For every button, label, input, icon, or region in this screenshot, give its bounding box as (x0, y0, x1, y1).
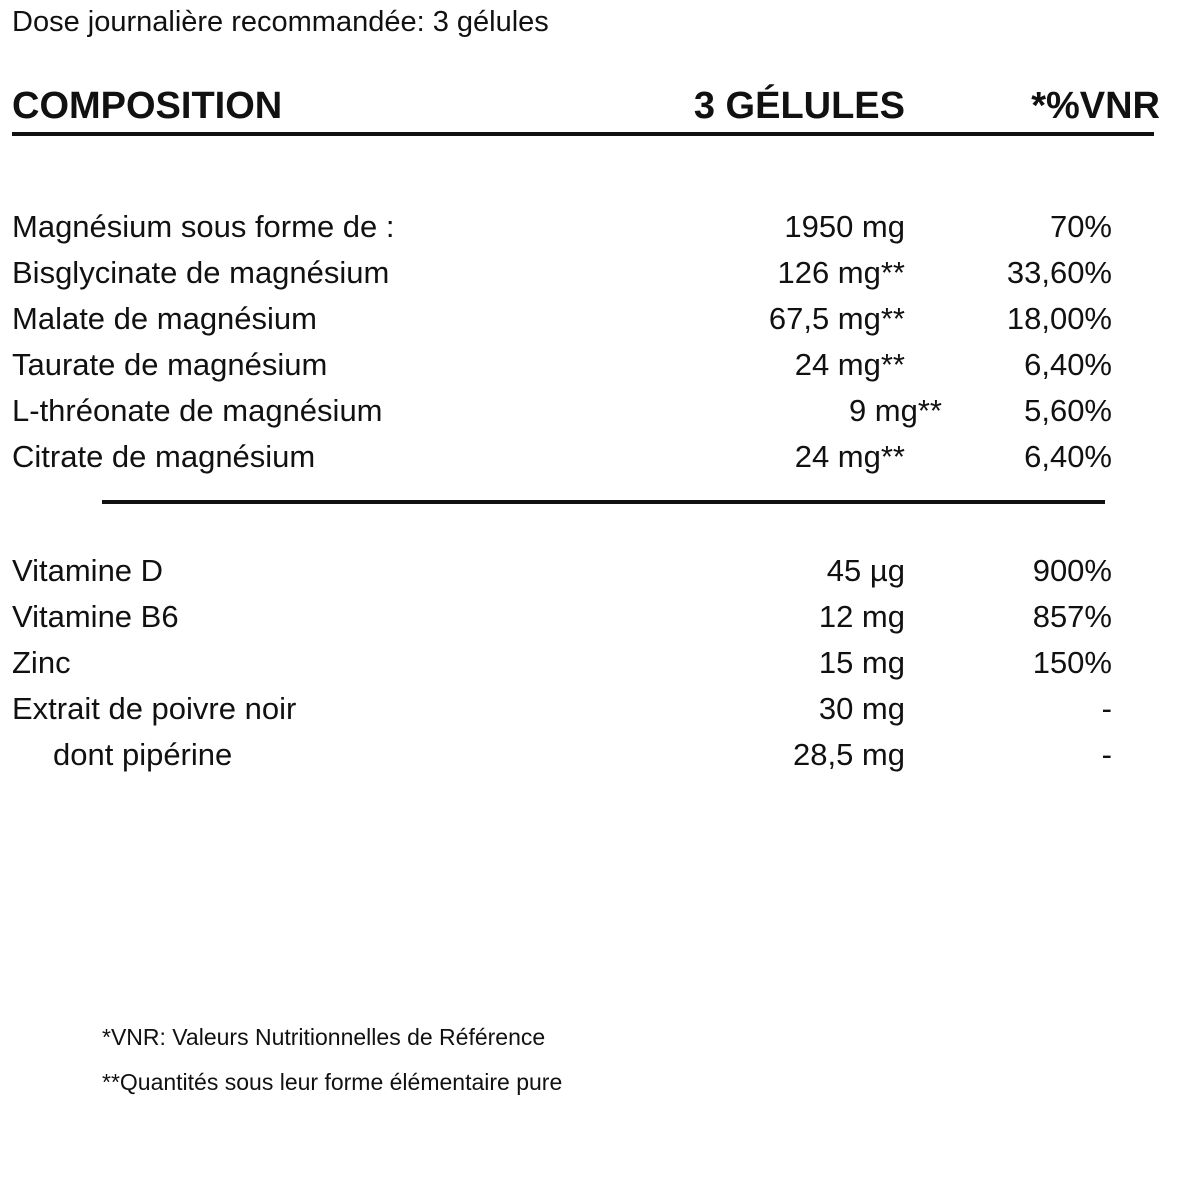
header-divider (12, 132, 1154, 136)
other-nutrients-group (0, 549, 1200, 779)
row-quantity: 30 mg (818, 691, 905, 726)
table-row (0, 435, 1200, 481)
table-row (0, 343, 1200, 389)
row-name: Malate de magnésium (12, 301, 317, 336)
table-row (0, 595, 1200, 641)
table-row (0, 205, 1200, 251)
table-row (0, 297, 1200, 343)
row-name: Vitamine D (12, 553, 164, 588)
table-row (0, 389, 1200, 435)
row-name: dont pipérine (53, 737, 233, 772)
dose-recommendation: Dose journalière recommandée: 3 gélules (12, 6, 549, 38)
table-row (0, 733, 1200, 779)
footnotes (102, 1015, 562, 1105)
row-quantity: 15 mg (818, 645, 905, 680)
row-quantity: 45 µg (826, 553, 905, 588)
row-quantity: 126 mg** (777, 255, 905, 290)
row-name: Taurate de magnésium (12, 347, 328, 382)
row-quantity: 9 mg** (848, 393, 942, 428)
row-quantity: 24 mg** (794, 347, 905, 382)
header-vnr: *%VNR (1031, 85, 1160, 127)
row-vnr: 70% (1049, 209, 1112, 244)
row-vnr: - (1101, 737, 1112, 772)
row-name: Zinc (12, 645, 71, 680)
row-vnr: 5,60% (1024, 393, 1112, 428)
table-row (0, 641, 1200, 687)
row-name: Bisglycinate de magnésium (12, 255, 390, 290)
table-header (0, 80, 1200, 132)
row-vnr: 6,40% (1024, 347, 1112, 382)
footnote-vnr: *VNR: Valeurs Nutritionnelles de Référence (102, 1024, 546, 1050)
row-vnr: 18,00% (1006, 301, 1112, 336)
table-row (0, 549, 1200, 595)
header-quantity: 3 GÉLULES (693, 85, 905, 127)
row-vnr: 150% (1032, 645, 1112, 680)
row-vnr: 33,60% (1006, 255, 1112, 290)
table-row (0, 251, 1200, 297)
magnesium-group (0, 205, 1200, 481)
row-quantity: 67,5 mg** (768, 301, 905, 336)
row-quantity: 28,5 mg (792, 737, 905, 772)
row-quantity: 1950 mg (784, 209, 905, 244)
header-composition: COMPOSITION (12, 85, 283, 127)
row-name: L-thréonate de magnésium (12, 393, 383, 428)
row-quantity: 12 mg (818, 599, 905, 634)
row-name: Vitamine B6 (12, 599, 179, 634)
row-vnr: 6,40% (1024, 439, 1112, 474)
row-vnr: 900% (1032, 553, 1112, 588)
row-quantity: 24 mg** (794, 439, 905, 474)
row-name: Extrait de poivre noir (12, 691, 297, 726)
row-name: Citrate de magnésium (12, 439, 316, 474)
table-row (0, 687, 1200, 733)
row-vnr: 857% (1032, 599, 1112, 634)
section-divider (102, 500, 1105, 504)
row-name: Magnésium sous forme de : (12, 209, 395, 244)
row-vnr: - (1101, 691, 1112, 726)
footnote-elemental: **Quantités sous leur forme élémentaire pure (102, 1069, 563, 1095)
